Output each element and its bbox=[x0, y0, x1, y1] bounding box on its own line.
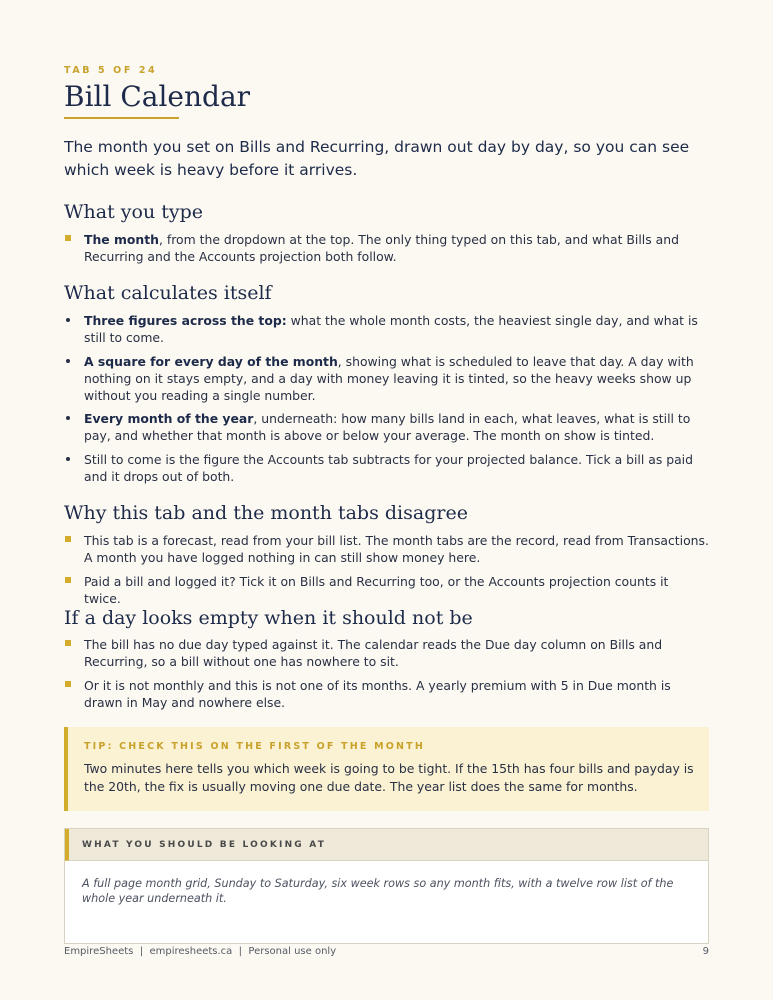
footer-brand: EmpireSheets bbox=[64, 946, 134, 957]
item-bold-lead: Three figures across the top: bbox=[84, 313, 287, 328]
list-item bbox=[64, 573, 709, 607]
item-text: what the whole month costs, the heaviest single day, and what is still to come. bbox=[84, 313, 698, 345]
tip-text: Two minutes here tells you which week is going to be tight. If the 15th has four bills and payday is the 20th, the fix is usually moving one due date. The year list does the same for months. bbox=[84, 761, 694, 794]
list-item bbox=[64, 353, 709, 404]
section-heading-what-you-type: What you type bbox=[64, 201, 203, 223]
looking-at-text: A full page month grid, Sunday to Saturday, six week rows so any month fits, with a twelve row list of the whole year underneath it. bbox=[82, 877, 674, 905]
looking-at-box bbox=[64, 828, 709, 944]
page-title: Bill Calendar bbox=[64, 80, 251, 113]
item-text: The bill has no due day typed against it. The calendar reads the Due day column on Bills and Recurring, so a bill without one has nowhere to sit. bbox=[84, 637, 663, 669]
item-bold-lead: The month bbox=[84, 232, 159, 247]
list-item bbox=[64, 636, 709, 670]
looking-at-label: WHAT YOU SHOULD BE LOOKING AT bbox=[82, 840, 327, 850]
section-heading-what-calculates: What calculates itself bbox=[64, 282, 272, 304]
list-item bbox=[64, 451, 709, 485]
item-text: This tab is a forecast, read from your bill list. The month tabs are the record, read from Transactions. A month you have logged nothing in can still show money here. bbox=[84, 533, 709, 565]
section-heading-why-disagree: Why this tab and the month tabs disagree bbox=[64, 502, 468, 524]
list-item bbox=[64, 532, 709, 566]
list-item bbox=[64, 410, 709, 444]
tip-label: TIP: CHECK THIS ON THE FIRST OF THE MONTH bbox=[84, 741, 425, 752]
list-item bbox=[64, 677, 709, 711]
what-you-type-list bbox=[64, 231, 709, 272]
looking-at-header bbox=[65, 829, 708, 861]
item-text: , showing what is scheduled to leave that day. A day with nothing on it stays empty, and a day with money leaving it is tinted, so the heavy weeks show up without you reading a single number. bbox=[84, 353, 694, 403]
item-bold-lead: Every month of the year bbox=[84, 411, 254, 426]
title-underline bbox=[64, 117, 179, 119]
item-text: , underneath: how many bills land in each, what leaves, what is still to pay, and whether that month is above or below your average. The month on show is tinted. bbox=[84, 411, 691, 443]
item-text: , from the dropdown at the top. The only thing typed on this tab, and what Bills and Recurring and the Accounts projection both follow. bbox=[84, 232, 679, 264]
tab-counter: TAB 5 OF 24 bbox=[64, 65, 158, 76]
footer-site: empiresheets.ca bbox=[149, 946, 233, 957]
tip-callout bbox=[64, 727, 709, 811]
list-item bbox=[64, 231, 709, 265]
item-bold-lead: A square for every day of the month bbox=[84, 353, 338, 369]
list-item bbox=[64, 312, 709, 346]
footer-note: Personal use only bbox=[248, 946, 337, 957]
item-text: Paid a bill and logged it? Tick it on Bills and Recurring too, or the Accounts projection counts it twice. bbox=[84, 573, 669, 606]
page-number: 9 bbox=[702, 946, 709, 957]
page-footer: EmpireSheets | empiresheets.ca | Personal use only 9 bbox=[64, 946, 709, 957]
item-text: Or it is not monthly and this is not one of its months. A yearly premium with 5 in Due month is drawn in May and nowhere else. bbox=[84, 677, 671, 710]
empty-day-list bbox=[64, 636, 709, 717]
section-heading-empty-day: If a day looks empty when it should not be bbox=[64, 607, 473, 629]
item-text: Still to come is the figure the Accounts tab subtracts for your projected balance. Tick a bill as paid and it drops out of both. bbox=[84, 451, 693, 484]
intro-paragraph: The month you set on Bills and Recurring, drawn out day by day, so you can see which week is heavy before it arrives. bbox=[64, 138, 690, 179]
why-disagree-list bbox=[64, 532, 709, 613]
what-calculates-list bbox=[64, 312, 709, 491]
